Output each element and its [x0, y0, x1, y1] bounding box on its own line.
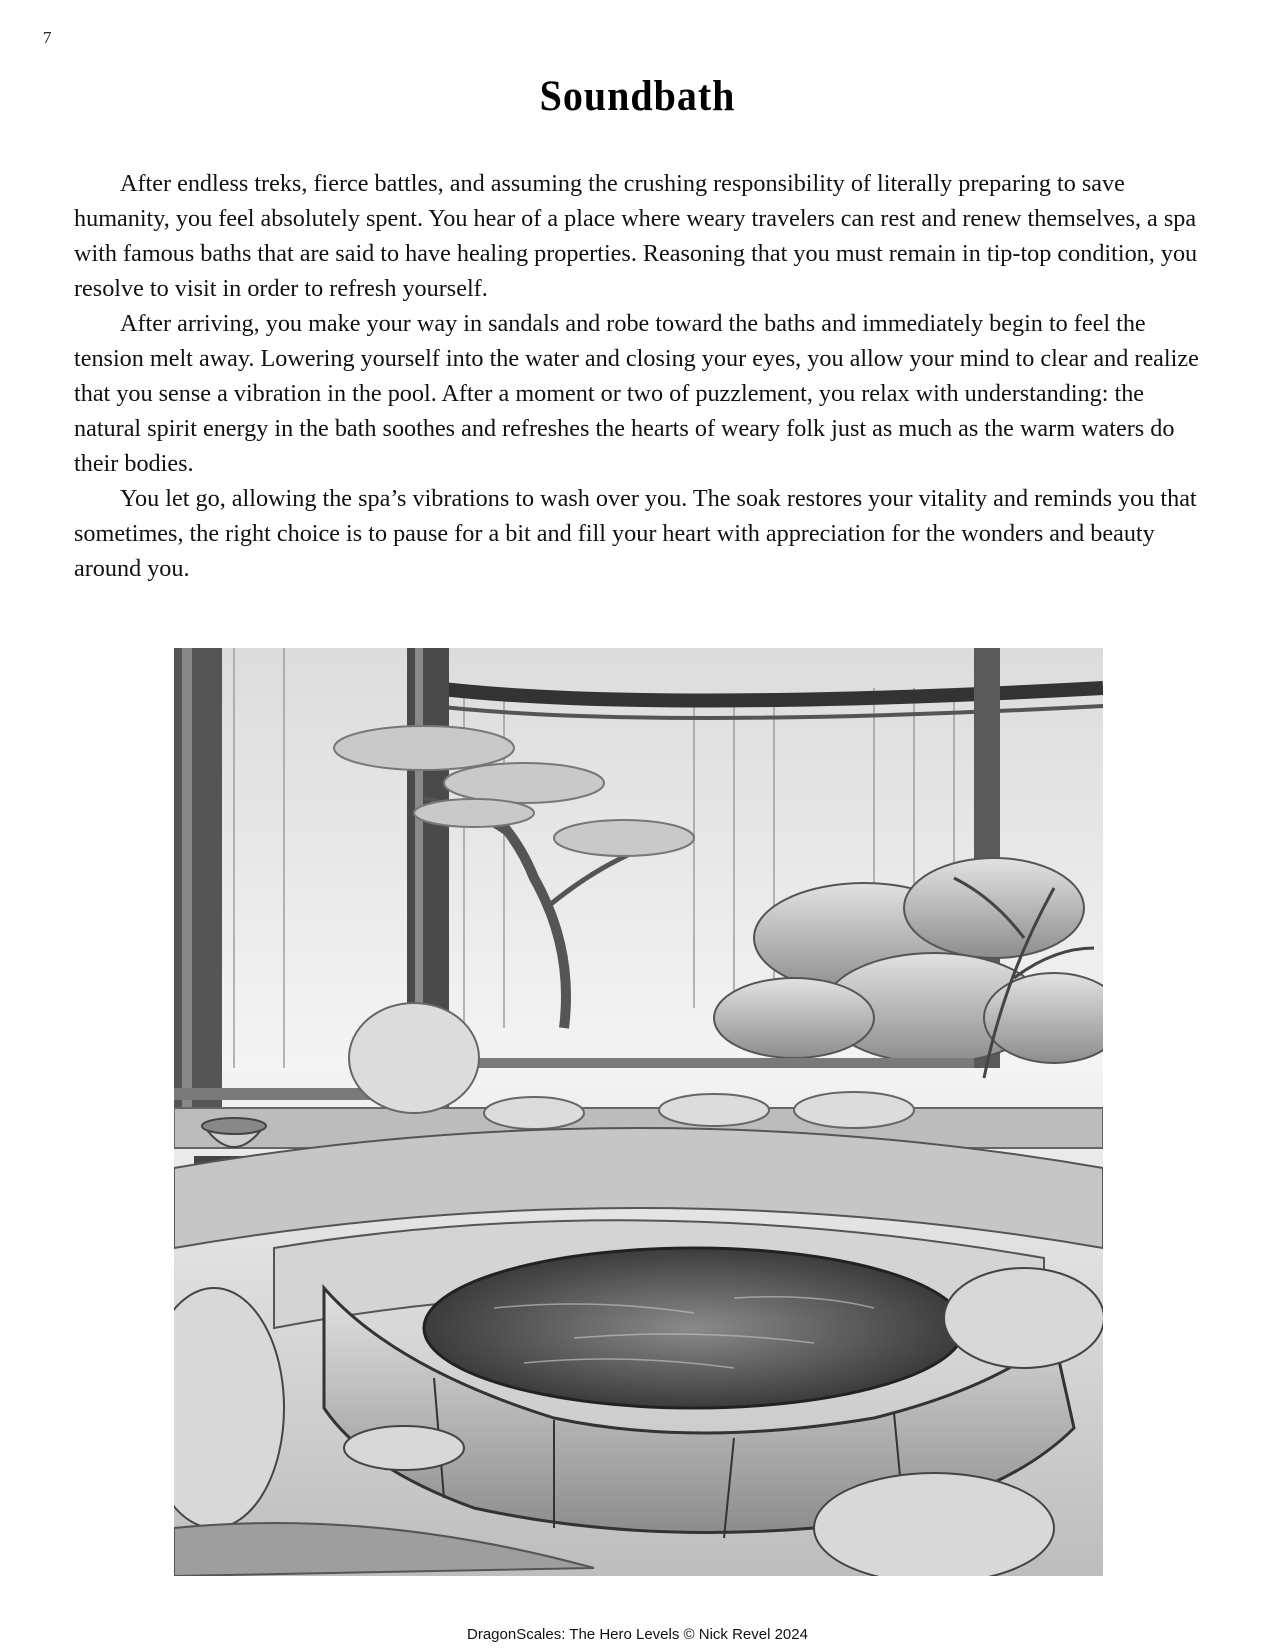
paragraph-3: You let go, allowing the spa’s vibrations to wash over you. The soak restores your vitality and reminds you that sometimes, the right choice is to pause for a bit and fill your heart with appreciation for the wonders and beauty around you.	[74, 485, 1197, 582]
pool-water	[424, 1248, 964, 1408]
story-text	[74, 166, 1204, 586]
post-left	[174, 648, 222, 1118]
page-title: Soundbath	[539, 71, 736, 120]
paragraph-2: After arriving, you make your way in sandals and robe toward the baths and immediately begin to feel the tension melt away. Lowering yourself into the water and closing your eyes, you allow your mind to clear and realize that you sense a vibration in the pool. After a moment or two of puzzlement, you relax with understanding: the natural spirit energy in the bath soothes and refreshes the hearts of weary folk just as much as the warm waters do their bodies.	[74, 310, 1199, 477]
hot-spring-bath-illustration	[174, 648, 1103, 1576]
paragraph-1: After endless treks, fierce battles, and assuming the crushing responsibility of literally preparing to save humanity, you feel absolutely spent. You hear of a place where weary travelers can rest and renew themselves, a spa with famous baths that are said to have healing properties. Reasoning that you must remain in tip-top condition, you resolve to visit in order to refresh yourself.	[74, 170, 1198, 302]
page-number: 7	[43, 28, 52, 47]
page-footer: DragonScales: The Hero Levels © Nick Revel 2024	[467, 1626, 808, 1643]
illustration-drawing	[174, 648, 1103, 1576]
railing	[474, 1058, 974, 1068]
